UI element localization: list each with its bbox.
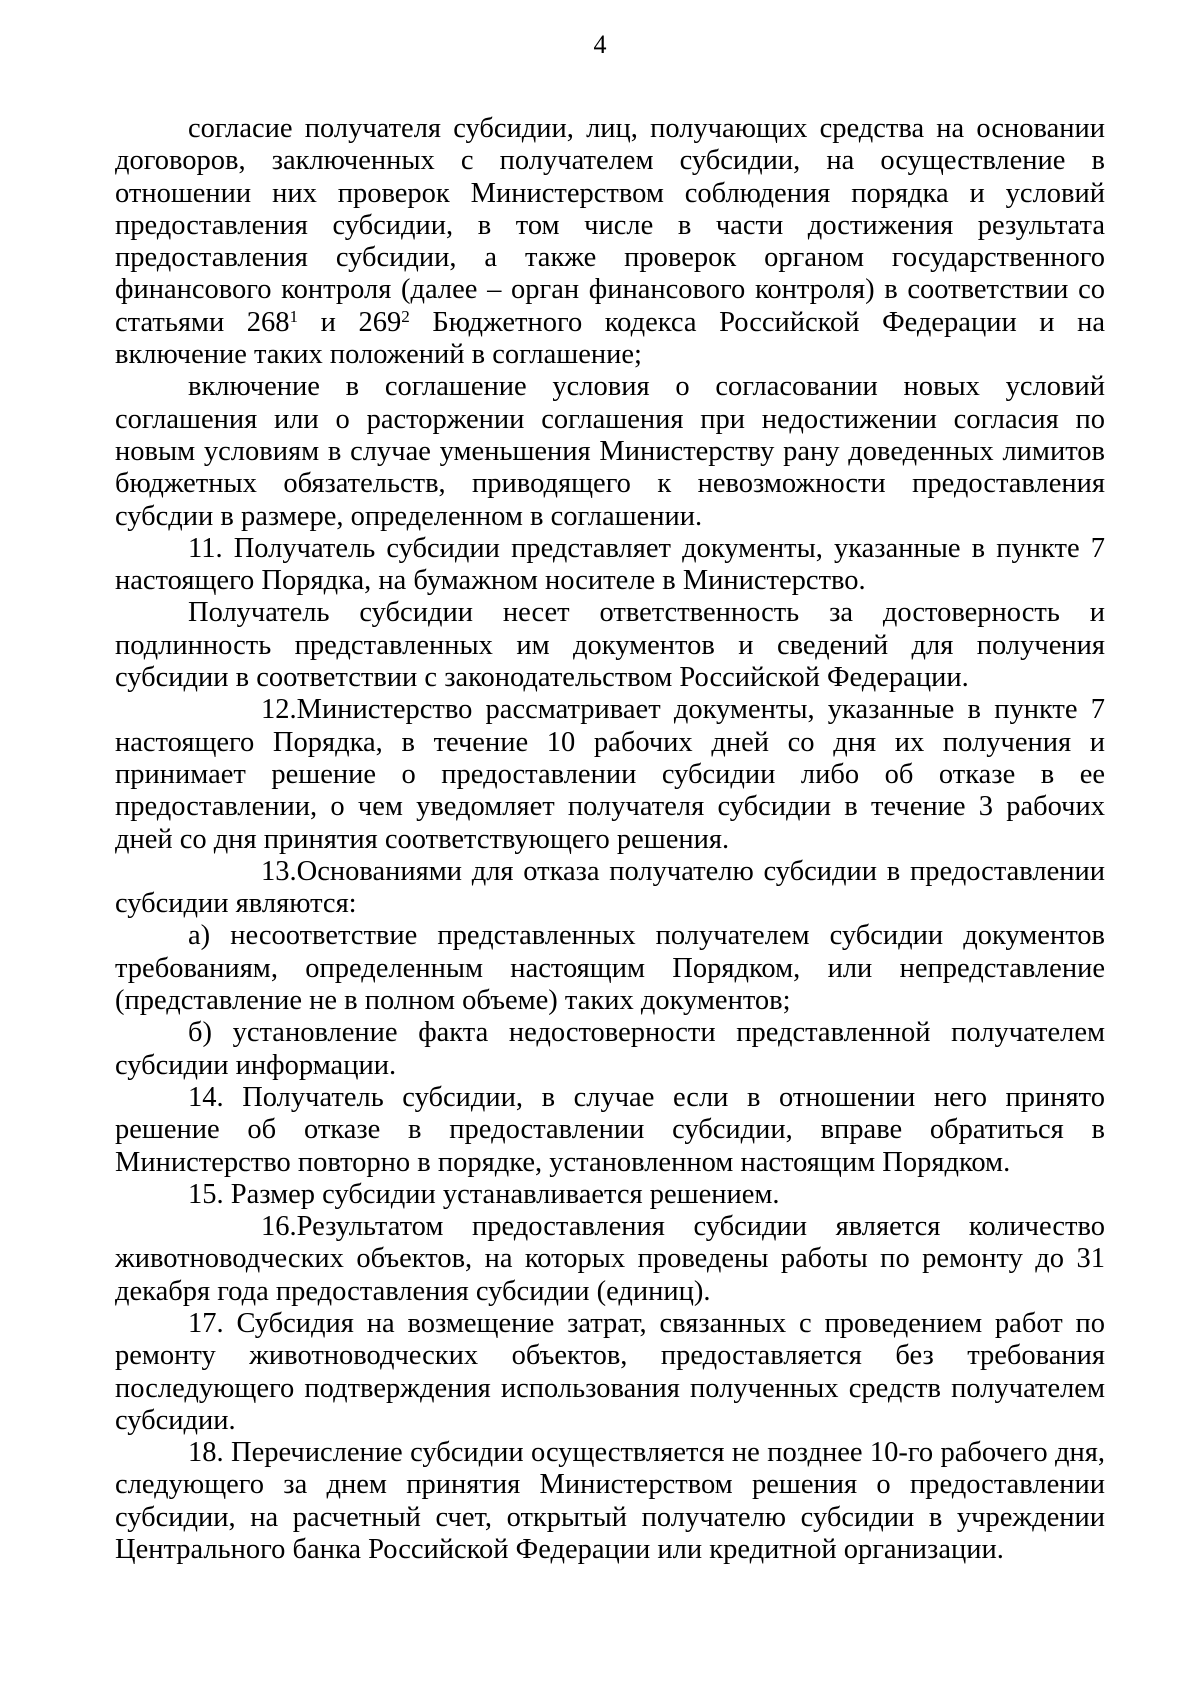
paragraph-consent-text-1: согласие получателя субсидии, лиц, получающих средства на основании договоров, заключенных с получателем субсидии, на осуществление в отношении них проверок Министерством соблюдения порядка и условий предоставления субсидии, в том числе в части достижения результата предоставления субсидии, а также проверок органом государственного финансового контроля (далее – орган финансового контроля) в соответствии со статьями 268 bbox=[115, 113, 1105, 338]
paragraph-item-12 bbox=[115, 694, 1105, 855]
item-13-text: Основаниями для отказа получателю субсидии в предоставлении субсидии являются: bbox=[115, 855, 1105, 920]
item-12-number: 12. bbox=[261, 694, 297, 726]
paragraph-agreement-terms: включение в соглашение условия о согласовании новых условий соглашения или о расторжении соглашения при недостижении согласия по новым условиям в случае уменьшения Министерству рану доведенных лимитов бюджетных обязательств, приводящего к невозможности предоставления субсдии в размере, определенном в соглашении. bbox=[115, 371, 1105, 532]
paragraph-consent bbox=[115, 113, 1105, 371]
superscript-2: 2 bbox=[401, 307, 410, 327]
page-number: 4 bbox=[593, 30, 607, 59]
paragraph-item-13 bbox=[115, 856, 1105, 921]
paragraph-consent-text-2: и 269 bbox=[298, 306, 402, 338]
paragraph-item-11-responsibility: Получатель субсидии несет ответственность за достоверность и подлинность представленных им документов и сведений для получения субсидии в соответствии с законодательством Российской Федерации. bbox=[115, 597, 1105, 694]
paragraph-item-13-b: б) установление факта недостоверности представленной получателем субсидии информации. bbox=[115, 1017, 1105, 1081]
paragraph-item-13-a: а) несоответствие представленных получателем субсидии документов требованиям, определенным настоящим Порядком, или непредставление (представление не в полном объеме) таких документов; bbox=[115, 920, 1105, 1017]
paragraph-item-16 bbox=[115, 1211, 1105, 1308]
paragraph-item-17: 17. Субсидия на возмещение затрат, связанных с проведением работ по ремонту животноводческих объектов, предоставляется без требования последующего подтверждения использования полученных средств получателем субсидии. bbox=[115, 1307, 1105, 1436]
item-12-text: Министерство рассматривает документы, указанные в пункте 7 настоящего Порядка, в течение 10 рабочих дней со дня их получения и принимает решение о предоставлении субсидии либо об отказе в ее предоставлении, о чем уведомляет получателя субсидии в течение 3 рабочих дней со дня принятия соответствующего решения. bbox=[115, 694, 1105, 855]
document-body bbox=[115, 113, 1105, 1566]
paragraph-item-15: 15. Размер субсидии устанавливается решением. bbox=[188, 1178, 780, 1210]
item-16-number: 16. bbox=[261, 1211, 297, 1243]
paragraph-item-18: 18. Перечисление субсидии осуществляется не позднее 10-го рабочего дня, следующего за днем принятия Министерством решения о предоставлении субсидии, на расчетный счет, открытый получателю субсидии в учреждении Центрального банка Российской Федерации или кредитной организации. bbox=[115, 1437, 1105, 1566]
paragraph-item-11: 11. Получатель субсидии представляет документы, указанные в пункте 7 настоящего Порядка, на бумажном носителе в Министерство. bbox=[115, 532, 1105, 597]
superscript-1: 1 bbox=[289, 307, 299, 327]
paragraph-item-14: 14. Получатель субсидии, в случае если в отношении него принято решение об отказе в предоставлении субсидии, вправе обратиться в Министерство повторно в порядке, установленном настоящим Порядком. bbox=[115, 1081, 1105, 1178]
paragraph-consent-text-3: Бюджетного кодекса Российской Федерации и на включение таких положений в соглашение; bbox=[115, 306, 1105, 371]
item-16-text: Результатом предоставления субсидии является количество животноводческих объектов, на которых проведены работы по ремонту до 31 декабря года предоставления субсидии (единиц). bbox=[115, 1211, 1105, 1307]
item-13-number: 13. bbox=[261, 855, 297, 887]
